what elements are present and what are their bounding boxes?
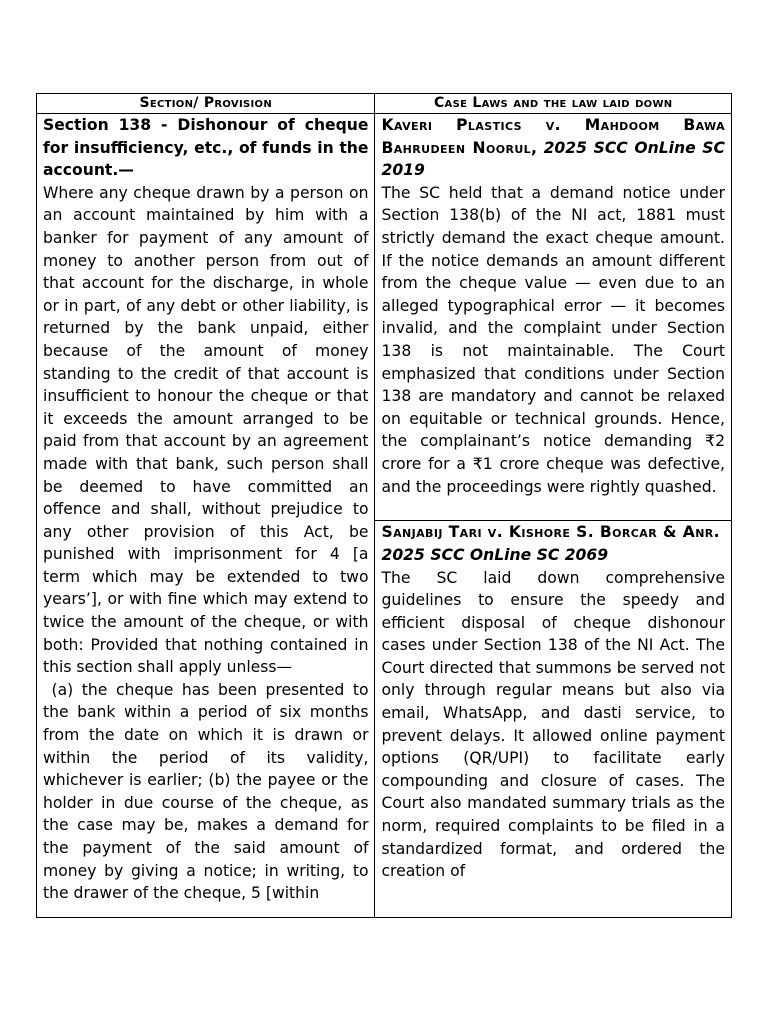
case-cell-1 [375, 114, 732, 521]
case-citation-2: 2025 SCC OnLine SC 2069 [381, 545, 609, 564]
section-clause: (a) the cheque has been presented to the bank within a period of six months from the date on which it is drawn or within the period of its validity, whichever is earlier; (b) the payee or the holder in due course of the cheque, as the case may be, makes a demand for the payment of the said amount of money by giving a notice; in writing, to the drawer of the cheque, 5 [within [43, 680, 374, 903]
case-content-2 [381, 521, 725, 895]
case-summary-2: The SC laid down comprehensive guidelines to ensure the speedy and efficient disposal of cheque dishonour cases under Section 138 of the NI Act. The Court directed that summons be served not only through regular means but also via email, WhatsApp, and dasti service, to prevent delays. It allowed online payment options (QR/UPI) to facilitate early compounding and closure of cases. The Court also mandated summary trials as the norm, required complaints to be filed in a standardized format, and ordered the creation of [381, 568, 725, 881]
case-name-1: Kaveri Plastics v. Mahdoom Bawa Bahrudeen Noorul, [381, 116, 725, 157]
table-row-first [37, 114, 732, 521]
document-page [36, 93, 732, 918]
case-citation-1: 2025 SCC OnLine SC 2019 [381, 138, 725, 180]
law-table [36, 93, 732, 918]
case-name-2: Sanjabij Tari v. Kishore S. Borcar & Anr. [381, 523, 720, 542]
case-cell-2 [375, 521, 732, 918]
header-section-provision: Section/ Provision [37, 94, 375, 114]
case-summary-1: The SC held that a demand notice under Section 138(b) of the NI act, 1881 must strictly demand the exact cheque amount. If the notice demands an amount different from the cheque value — even due to an alleged typographical error — it becomes invalid, and the complaint under Section 138 is not maintainable. The Court emphasized that conditions under Section 138 are mandatory and cannot be relaxed on equitable or technical grounds. Hence, the complainant’s notice demanding ₹2 crore for a ₹1 crore cheque was defective, and the proceedings were rightly quashed. [381, 183, 725, 496]
case-content-1 [381, 114, 725, 498]
section-heading: Section 138 - Dishonour of cheque for insufficiency, etc., of funds in the account.— [43, 116, 369, 180]
header-case-laws: Case Laws and the law laid down [375, 94, 732, 114]
table-header-row [37, 94, 732, 114]
section-provision-cell [37, 114, 375, 918]
section-provision-content [43, 114, 374, 917]
section-body: Where any cheque drawn by a person on an account maintained by him with a banker for payment of any amount of money to another person from out of that account for the discharge, in whole or in part, of any debt or other liability, is returned by the bank unpaid, either because of the amount of money standing to the credit of that account is insufficient to honour the cheque or that it exceeds the amount arranged to be paid from that account by an agreement made with that bank, such person shall be deemed to have committed an offence and shall, without prejudice to any other provision of this Act, be punished with imprisonment for 4 [a term which may be extended to two years’], or with fine which may extend to twice the amount of the cheque, or with both: Provided that nothing contained in this section shall apply unless— [43, 183, 369, 677]
